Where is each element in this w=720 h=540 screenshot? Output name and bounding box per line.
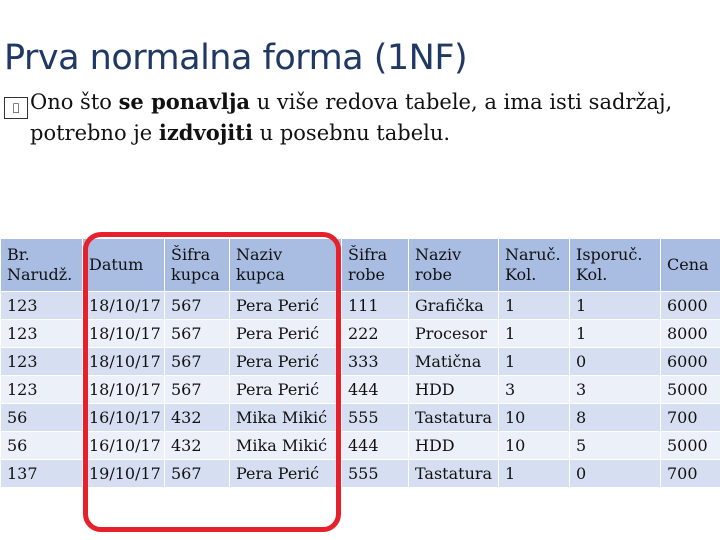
table-cell: 222 xyxy=(342,320,409,348)
table-cell: 18/10/17 xyxy=(83,376,165,404)
header-date: Datum xyxy=(83,239,165,292)
header-delivered-qty: Isporuč. Kol. xyxy=(570,239,661,292)
table-cell: 111 xyxy=(342,292,409,320)
table-cell: 19/10/17 xyxy=(83,460,165,488)
table-header-row xyxy=(1,239,720,292)
bullet-text xyxy=(4,88,716,147)
table-cell: 1 xyxy=(499,460,570,488)
table-row xyxy=(1,432,720,460)
table-cell: 567 xyxy=(165,292,230,320)
table-cell: 333 xyxy=(342,348,409,376)
table-cell: Grafička xyxy=(409,292,499,320)
square-bullet-icon xyxy=(4,97,28,119)
bullet-line-2 xyxy=(4,119,716,147)
table-cell: 137 xyxy=(1,460,83,488)
table-cell: 18/10/17 xyxy=(83,320,165,348)
table-cell: 16/10/17 xyxy=(83,404,165,432)
table-cell: 0 xyxy=(570,460,661,488)
header-item-code: Šifra robe xyxy=(342,239,409,292)
table-cell: 6000 xyxy=(661,348,720,376)
bullet-bold-2: izdvojiti xyxy=(158,117,253,142)
table-cell: Procesor xyxy=(409,320,499,348)
table-cell: 700 xyxy=(661,460,720,488)
table-cell: 567 xyxy=(165,348,230,376)
bullet-part-2: u više redova tabele, a ima isti sadržaj, xyxy=(250,90,673,114)
table-cell: 1 xyxy=(499,292,570,320)
table-cell: 18/10/17 xyxy=(83,292,165,320)
table-cell: 10 xyxy=(499,432,570,460)
bullet-bold-1: se ponavlja xyxy=(118,89,251,114)
table-cell: Pera Perić xyxy=(230,376,342,404)
table-cell: 3 xyxy=(499,376,570,404)
table-cell: 123 xyxy=(1,348,83,376)
table-cell: 16/10/17 xyxy=(83,432,165,460)
table-cell: Pera Perić xyxy=(230,320,342,348)
table-cell: 8 xyxy=(570,404,661,432)
header-customer-name: Naziv kupca xyxy=(230,239,342,292)
table-cell: 1 xyxy=(570,320,661,348)
table-cell: 1 xyxy=(570,292,661,320)
table-cell: 432 xyxy=(165,404,230,432)
table-cell: 1 xyxy=(499,320,570,348)
slide-title: Prva normalna forma (1NF) xyxy=(4,38,468,78)
table-cell: 555 xyxy=(342,404,409,432)
table-cell: 6000 xyxy=(661,292,720,320)
table-cell: Mika Mikić xyxy=(230,404,342,432)
table-cell: Mika Mikić xyxy=(230,432,342,460)
table-cell: 432 xyxy=(165,432,230,460)
table-cell: HDD xyxy=(409,376,499,404)
table-row xyxy=(1,376,720,404)
table-cell: HDD xyxy=(409,432,499,460)
table-cell: 123 xyxy=(1,292,83,320)
table-cell: 18/10/17 xyxy=(83,348,165,376)
header-price: Cena xyxy=(661,239,720,292)
table-cell: 444 xyxy=(342,376,409,404)
table-cell: Pera Perić xyxy=(230,460,342,488)
table-cell: 567 xyxy=(165,320,230,348)
header-order-no: Br. Narudž. xyxy=(1,239,83,292)
table-cell: 444 xyxy=(342,432,409,460)
table-cell: Tastatura xyxy=(409,404,499,432)
header-item-name: Naziv robe xyxy=(409,239,499,292)
table-cell: Tastatura xyxy=(409,460,499,488)
table-cell: 567 xyxy=(165,460,230,488)
header-customer-code: Šifra kupca xyxy=(165,239,230,292)
table-cell: 123 xyxy=(1,320,83,348)
table-cell: 56 xyxy=(1,404,83,432)
table-cell: 10 xyxy=(499,404,570,432)
table-cell: 5000 xyxy=(661,376,720,404)
table-cell: 5 xyxy=(570,432,661,460)
table-cell: 1 xyxy=(499,348,570,376)
table-row xyxy=(1,348,720,376)
table-row xyxy=(1,404,720,432)
table-cell: 5000 xyxy=(661,432,720,460)
table-cell: 567 xyxy=(165,376,230,404)
table-cell: Pera Perić xyxy=(230,348,342,376)
table-cell: Matična xyxy=(409,348,499,376)
table-row xyxy=(1,320,720,348)
table-cell: 0 xyxy=(570,348,661,376)
table-cell: 555 xyxy=(342,460,409,488)
table-row xyxy=(1,460,720,488)
table-cell: 700 xyxy=(661,404,720,432)
header-ordered-qty: Naruč. Kol. xyxy=(499,239,570,292)
table-cell: Pera Perić xyxy=(230,292,342,320)
table-cell: 3 xyxy=(570,376,661,404)
table-cell: 123 xyxy=(1,376,83,404)
bullet-part-1: Ono što xyxy=(30,90,119,114)
orders-table xyxy=(0,238,720,488)
bullet-part-3: potrebno je xyxy=(30,118,159,142)
bullet-part-4: u posebnu tabelu. xyxy=(252,118,451,142)
table-cell: 8000 xyxy=(661,320,720,348)
table-row xyxy=(1,292,720,320)
table-cell: 56 xyxy=(1,432,83,460)
